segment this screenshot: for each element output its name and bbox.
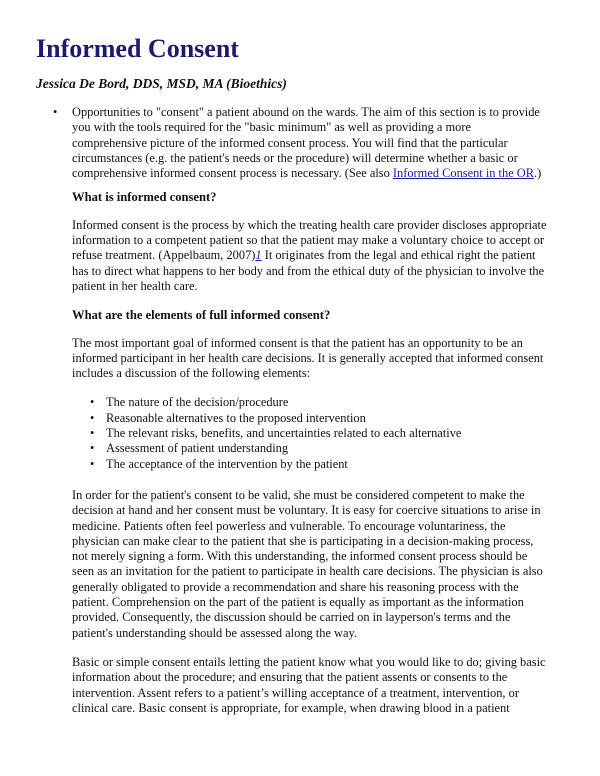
list-item: • The relevant risks, benefits, and uncertainties related to each alternative bbox=[90, 426, 462, 441]
basic-consent-paragraph: Basic or simple consent entails letting the patient know what you would like to do; giving basic information about the procedure; and ensuring that the patient assents or consents to the intervention. Assent refers to a patient’s willing acceptance of a treatment, intervention, or clinical care. Basic consent is appropriate, for example, when drawing blood in a patient bbox=[72, 654, 546, 715]
citation-link[interactable]: 1 bbox=[255, 248, 262, 263]
list-item: • The nature of the decision/procedure bbox=[90, 395, 289, 410]
bullet-icon: • bbox=[90, 410, 95, 425]
intro-paragraph bbox=[48, 105, 548, 181]
document-body bbox=[48, 105, 548, 730]
author-line: Jessica De Bord, DDS, MSD, MA (Bioethics) bbox=[36, 76, 287, 91]
list-item: • The acceptance of the intervention by the patient bbox=[90, 456, 348, 471]
elements-list bbox=[72, 395, 548, 471]
bullet-icon: • bbox=[90, 456, 95, 471]
section-heading-elements: What are the elements of full informed consent? bbox=[72, 308, 331, 323]
bullet-icon: • bbox=[53, 105, 58, 119]
definition-paragraph bbox=[72, 218, 548, 294]
elements-intro-paragraph: The most important goal of informed consent is that the patient has an opportunity to be an informed participant in her health care decisions. It is generally accepted that informed consent includes a discussion of the following elements: bbox=[72, 335, 544, 381]
validity-paragraph: In order for the patient's consent to be valid, she must be considered competent to make the decision at hand and her consent must be voluntary. It is easy for coercive situations to arise in medicine. Patients often feel powerless and vulnerable. To encourage voluntariness, the physician can make clear to the patient that she is participating in a decision-making process, not merely signing a form. With this understanding, the informed consent process should be seen as an invitation for the patient to participate in health care decisions. The physician is also generally obligated to provide a recommendation and share his reasoning process with the patient. Comprehension on the part of the patient is equally as important as the information provided. Consequently, the discussion should be carried on in layperson's terms and the patient's understanding should be assessed along the way. bbox=[72, 487, 543, 640]
definition-text-end: It originates from the legal and ethical right the patient has to direct what happens to her body and from the ethical duty of the physician to involve the patient in her health care. bbox=[72, 248, 545, 293]
intro-text-end: .) bbox=[534, 166, 542, 181]
page-title: Informed Consent bbox=[36, 34, 239, 63]
intro-text: Opportunities to "consent" a patient abound on the wards. The aim of this section is to provide you with the tools required for the "basic minimum" as well as providing a more comprehensive picture of the informed consent process. You will find that the particular circumstances (e.g. the patient's needs or the procedure) will determine whether a basic or comprehensive informed consent process is necessary. (See also bbox=[72, 105, 540, 181]
definition-text: Informed consent is the process by which the treating health care provider discloses appropriate information to a competent patient so that the patient may make a voluntary choice to accept or refuse treatment. (Appelbaum, 2007) bbox=[72, 217, 547, 263]
bullet-icon: • bbox=[90, 426, 95, 441]
list-item: • Reasonable alternatives to the proposed intervention bbox=[90, 410, 366, 425]
bullet-icon: • bbox=[90, 395, 95, 410]
bullet-icon: • bbox=[90, 441, 95, 456]
list-item: • Assessment of patient understanding bbox=[90, 441, 289, 456]
section-heading-what-is: What is informed consent? bbox=[72, 190, 217, 205]
informed-consent-or-link[interactable]: Informed Consent in the OR bbox=[392, 166, 535, 181]
